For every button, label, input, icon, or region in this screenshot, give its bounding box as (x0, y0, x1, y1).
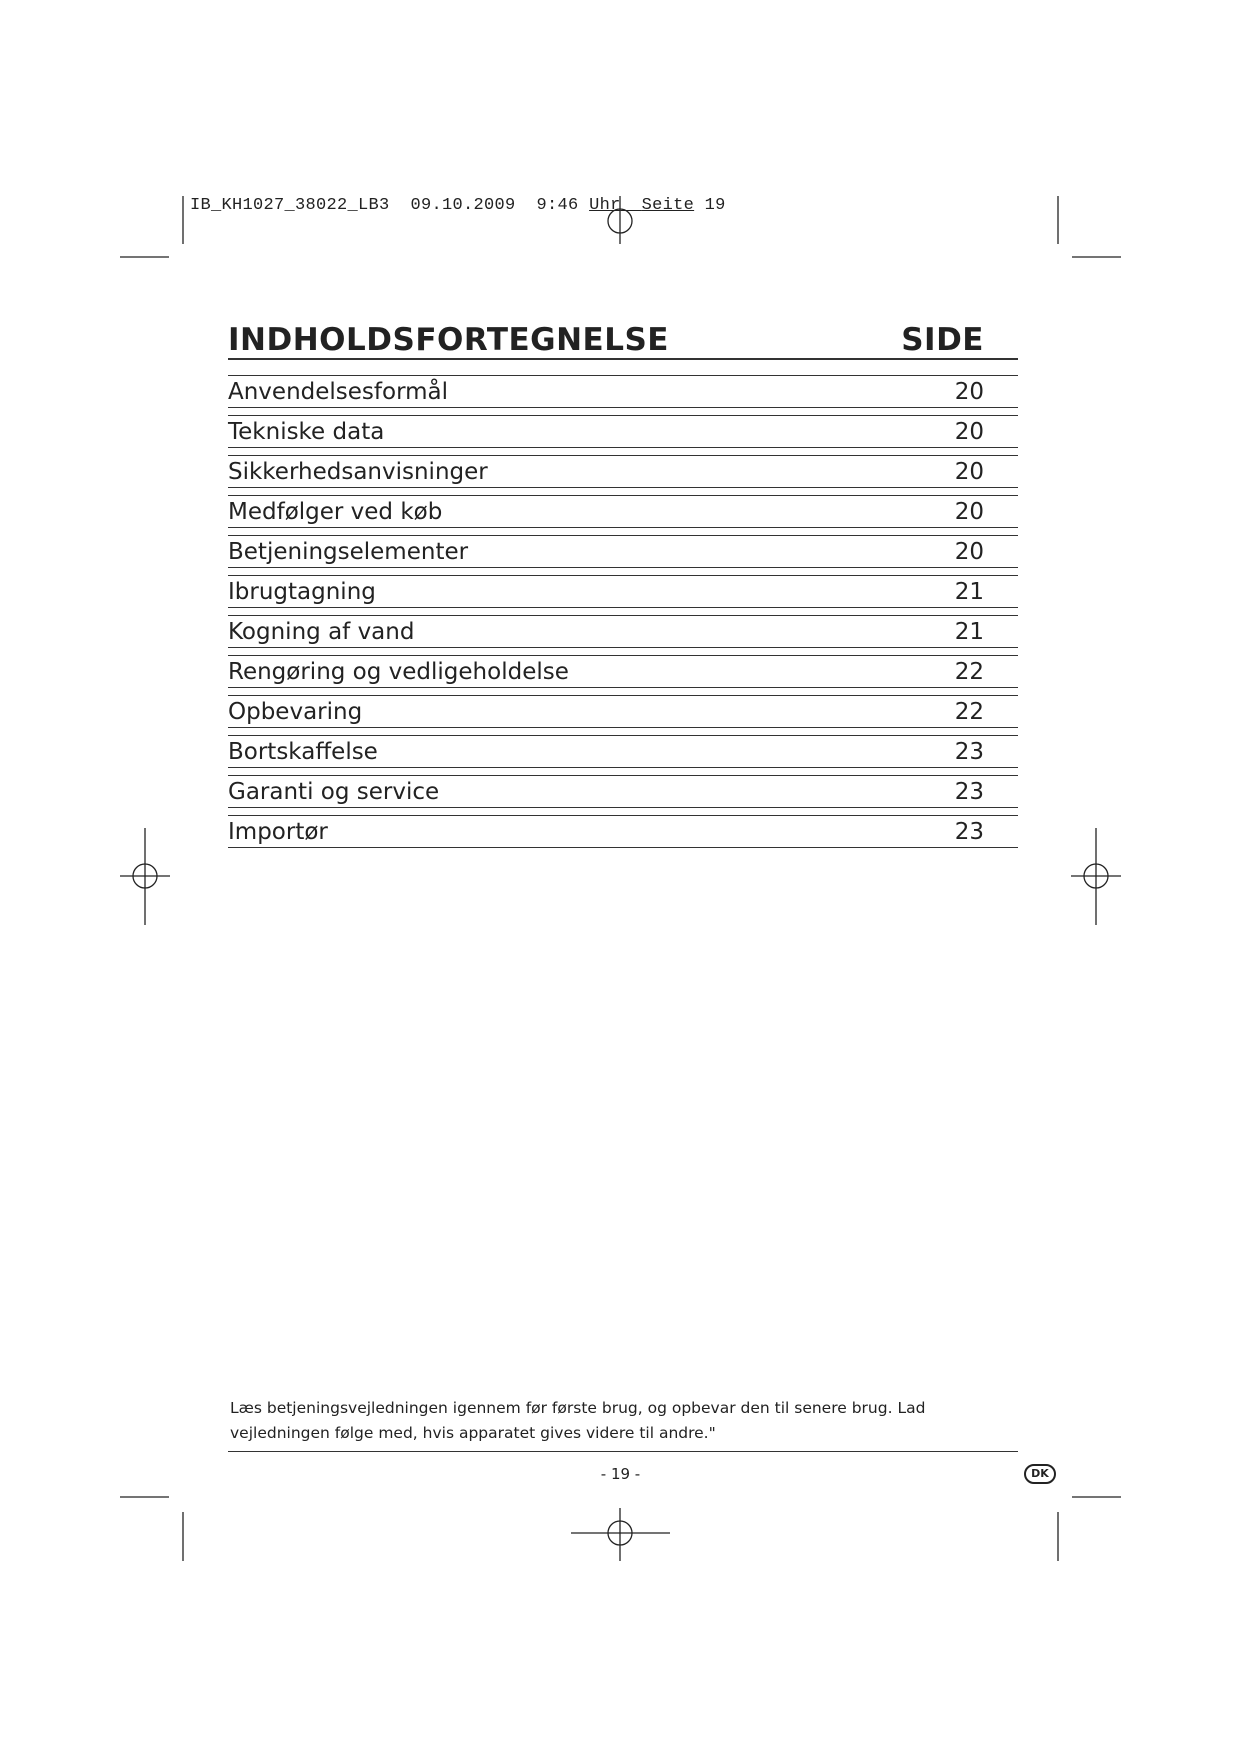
toc-entry[interactable] (228, 575, 1018, 608)
slug-page: 19 (694, 196, 726, 215)
toc-entry-label: Rengøring og vedligeholdelse (228, 658, 569, 685)
slug-uhr: Uhr (589, 196, 621, 215)
toc-entry[interactable] (228, 415, 1018, 448)
toc-entry[interactable] (228, 775, 1018, 808)
table-of-contents (228, 318, 1018, 855)
registration-mark-left (120, 828, 170, 925)
toc-entry-label: Importør (228, 818, 328, 845)
slug-seite: Seite (641, 196, 695, 215)
toc-entry[interactable] (228, 735, 1018, 768)
toc-entry[interactable] (228, 535, 1018, 568)
toc-title: INDHOLDSFORTEGNELSE (228, 322, 669, 358)
toc-entry-page: 21 (954, 578, 984, 605)
toc-entry[interactable] (228, 455, 1018, 488)
toc-entry-page: 20 (954, 458, 984, 485)
toc-entry-page: 20 (954, 418, 984, 445)
toc-entry[interactable] (228, 655, 1018, 688)
toc-entry[interactable] (228, 615, 1018, 648)
slug-prefix: IB_KH1027_38022_LB3 09.10.2009 9:46 (190, 196, 590, 215)
toc-entry-label: Ibrugtagning (228, 578, 376, 605)
toc-entry[interactable] (228, 495, 1018, 528)
toc-entry-label: Tekniske data (228, 418, 385, 445)
toc-entry-label: Sikkerhedsanvisninger (228, 458, 488, 485)
language-badge: DK (1024, 1464, 1056, 1484)
footer-divider (228, 1451, 1018, 1452)
toc-entry-page: 23 (954, 778, 984, 805)
toc-entry-label: Kogning af vand (228, 618, 415, 645)
toc-entry-label: Garanti og service (228, 778, 440, 805)
toc-entry-page: 20 (954, 538, 984, 565)
toc-entry-label: Medfølger ved køb (228, 498, 443, 525)
toc-entry-page: 23 (954, 818, 984, 845)
toc-entry-page: 21 (954, 618, 984, 645)
print-slug (190, 196, 726, 215)
toc-entry-label: Anvendelsesformål (228, 378, 449, 405)
toc-entry-page: 22 (954, 698, 984, 725)
toc-entry[interactable] (228, 815, 1018, 848)
page-number: - 19 - (600, 1465, 641, 1483)
toc-entry-page: 20 (954, 498, 984, 525)
toc-entry-label: Opbevaring (228, 698, 363, 725)
footer-note: Læs betjeningsvejledningen igennem før første brug, og opbevar den til senere brug. Lad vejledningen følge med, hvis apparatet gives videre til andre." (230, 1399, 926, 1442)
toc-header (228, 318, 1018, 360)
toc-entry-page: 22 (954, 658, 984, 685)
registration-mark-right (1071, 828, 1121, 925)
toc-entry-page: 20 (954, 378, 984, 405)
registration-mark-bottom (571, 1508, 670, 1561)
toc-entry-label: Betjeningselementer (228, 538, 469, 565)
toc-list (228, 375, 1018, 848)
toc-entry[interactable] (228, 695, 1018, 728)
toc-entry-page: 23 (954, 738, 984, 765)
toc-entry[interactable] (228, 375, 1018, 408)
slug-gap (621, 196, 642, 215)
toc-page-header: SIDE (901, 322, 984, 358)
toc-entry-label: Bortskaffelse (228, 738, 378, 765)
